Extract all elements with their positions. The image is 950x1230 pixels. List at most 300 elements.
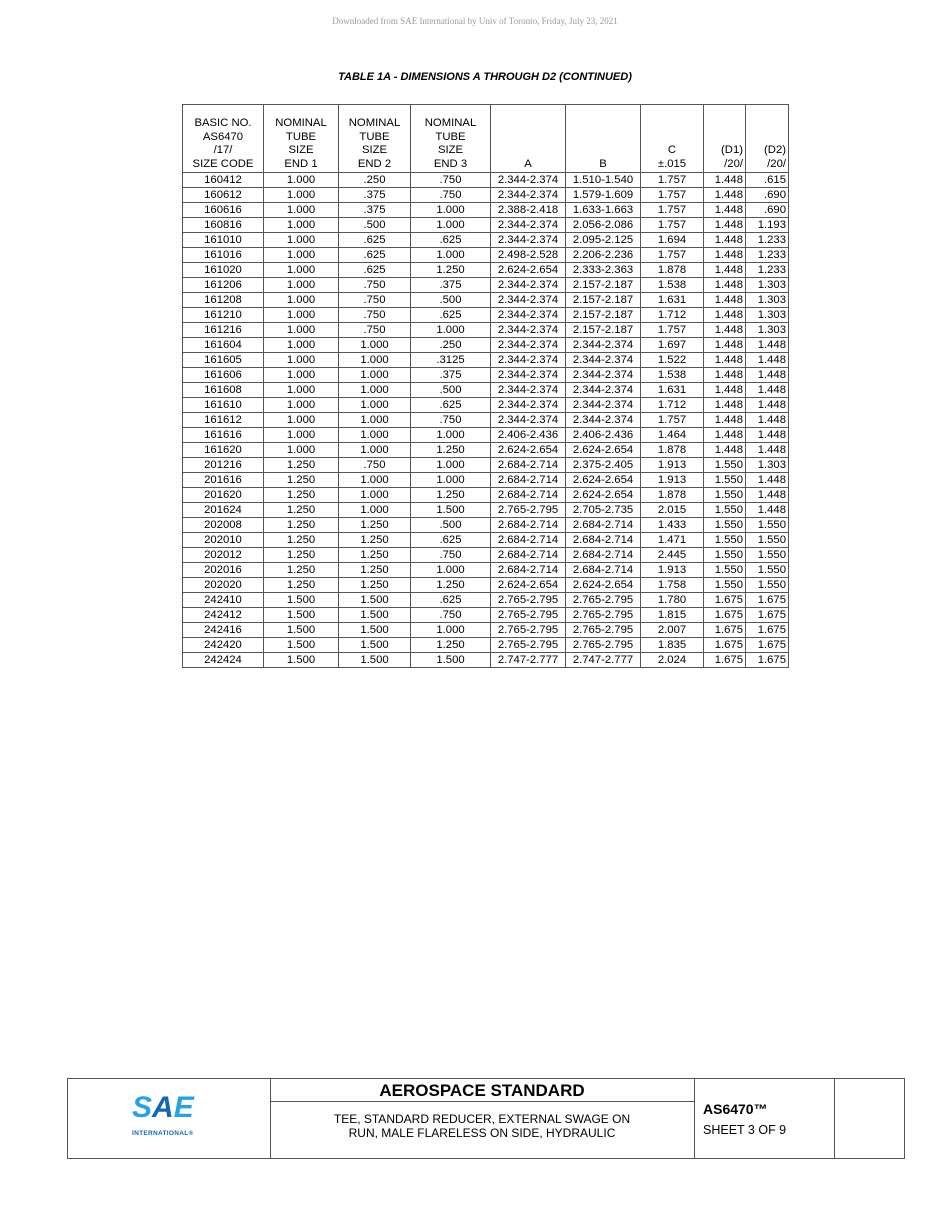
table-cell: .750 bbox=[339, 323, 411, 338]
table-cell: .375 bbox=[339, 203, 411, 218]
table-cell: 1.000 bbox=[264, 353, 339, 368]
table-cell: 1.757 bbox=[641, 203, 704, 218]
table-cell: .625 bbox=[411, 398, 491, 413]
table-cell: 1.550 bbox=[746, 518, 789, 533]
table-cell: 1.303 bbox=[746, 308, 789, 323]
table-cell: 1.250 bbox=[264, 548, 339, 563]
table-cell: 2.344-2.374 bbox=[566, 338, 641, 353]
table-cell: 1.448 bbox=[704, 308, 746, 323]
table-cell: 1.000 bbox=[264, 173, 339, 188]
table-cell: 2.684-2.714 bbox=[566, 518, 641, 533]
table-cell: 1.448 bbox=[704, 203, 746, 218]
table-row bbox=[183, 413, 789, 428]
column-header-line: NOMINAL bbox=[348, 117, 401, 129]
table-cell: 1.000 bbox=[264, 368, 339, 383]
table-cell: 1.448 bbox=[746, 488, 789, 503]
table-row bbox=[183, 278, 789, 293]
table-cell: 1.250 bbox=[411, 578, 491, 593]
dimensions-table bbox=[182, 104, 789, 668]
table-cell: 2.624-2.654 bbox=[491, 443, 566, 458]
table-cell: 1.675 bbox=[704, 593, 746, 608]
column-header-line: SIZE bbox=[437, 144, 464, 156]
table-cell: 2.684-2.714 bbox=[566, 563, 641, 578]
table-cell: 2.375-2.405 bbox=[566, 458, 641, 473]
table-cell: 1.000 bbox=[339, 443, 411, 458]
table-cell: 2.705-2.735 bbox=[566, 503, 641, 518]
table-cell: 1.448 bbox=[704, 428, 746, 443]
table-row bbox=[183, 173, 789, 188]
table-cell: 202012 bbox=[183, 548, 264, 563]
table-cell: 1.448 bbox=[746, 398, 789, 413]
table-cell: 1.000 bbox=[411, 473, 491, 488]
column-header-line: BASIC NO. bbox=[194, 117, 252, 129]
table-cell: 2.765-2.795 bbox=[491, 638, 566, 653]
table-cell: 1.538 bbox=[641, 278, 704, 293]
table-cell: 1.448 bbox=[704, 443, 746, 458]
table-cell: 161016 bbox=[183, 248, 264, 263]
table-cell: 2.445 bbox=[641, 548, 704, 563]
table-cell: .375 bbox=[411, 278, 491, 293]
table-cell: 2.765-2.795 bbox=[491, 608, 566, 623]
table-cell: 242416 bbox=[183, 623, 264, 638]
table-cell: 202010 bbox=[183, 533, 264, 548]
table-cell: .750 bbox=[411, 188, 491, 203]
title-block bbox=[67, 1078, 905, 1159]
table-cell: .625 bbox=[339, 263, 411, 278]
table-cell: 1.675 bbox=[746, 623, 789, 638]
table-cell: 2.765-2.795 bbox=[491, 503, 566, 518]
table-cell: 160816 bbox=[183, 218, 264, 233]
table-cell: 1.913 bbox=[641, 458, 704, 473]
table-cell: 1.000 bbox=[264, 338, 339, 353]
table-cell: 1.250 bbox=[411, 263, 491, 278]
table-row bbox=[183, 638, 789, 653]
table-cell: 2.747-2.777 bbox=[491, 653, 566, 668]
table-cell: .3125 bbox=[411, 353, 491, 368]
table-row bbox=[183, 458, 789, 473]
table-cell: 1.448 bbox=[704, 368, 746, 383]
table-cell: 161612 bbox=[183, 413, 264, 428]
table-cell: .750 bbox=[411, 548, 491, 563]
table-cell: 1.500 bbox=[264, 593, 339, 608]
table-cell: 2.157-2.187 bbox=[566, 278, 641, 293]
column-header-line: TUBE bbox=[359, 130, 390, 143]
table-cell: 2.344-2.374 bbox=[491, 218, 566, 233]
table-cell: 1.500 bbox=[339, 608, 411, 623]
table-cell: 1.550 bbox=[704, 503, 746, 518]
table-cell: 1.913 bbox=[641, 473, 704, 488]
table-cell: 1.000 bbox=[411, 248, 491, 263]
table-cell: 1.675 bbox=[704, 623, 746, 638]
table-cell: 2.624-2.654 bbox=[491, 263, 566, 278]
table-cell: 2.344-2.374 bbox=[491, 323, 566, 338]
table-cell: 1.697 bbox=[641, 338, 704, 353]
table-cell: 1.250 bbox=[264, 518, 339, 533]
column-header-line: SIZE bbox=[361, 144, 388, 156]
table-row bbox=[183, 623, 789, 638]
table-cell: 1.579-1.609 bbox=[566, 188, 641, 203]
table-cell: 2.344-2.374 bbox=[491, 353, 566, 368]
table-cell: 1.780 bbox=[641, 593, 704, 608]
table-cell: 1.233 bbox=[746, 233, 789, 248]
column-header-line: NOMINAL bbox=[275, 117, 327, 129]
table-cell: 1.000 bbox=[264, 293, 339, 308]
table-cell: 161210 bbox=[183, 308, 264, 323]
description-line: TEE, STANDARD REDUCER, EXTERNAL SWAGE ON bbox=[333, 1112, 631, 1126]
table-cell: 2.344-2.374 bbox=[491, 398, 566, 413]
table-cell: 1.631 bbox=[641, 383, 704, 398]
column-header-line: TUBE bbox=[285, 130, 317, 143]
table-cell: 1.757 bbox=[641, 323, 704, 338]
table-cell: 160616 bbox=[183, 203, 264, 218]
table-row bbox=[183, 518, 789, 533]
table-cell: 2.344-2.374 bbox=[491, 368, 566, 383]
table-title: TABLE 1A - DIMENSIONS A THROUGH D2 (CONTINUED) bbox=[338, 71, 632, 83]
table-cell: 1.433 bbox=[641, 518, 704, 533]
table-cell: .625 bbox=[411, 308, 491, 323]
table-cell: 1.233 bbox=[746, 263, 789, 278]
sheet-number: SHEET 3 OF 9 bbox=[703, 1123, 787, 1137]
table-cell: 1.757 bbox=[641, 188, 704, 203]
table-cell: 2.765-2.795 bbox=[566, 623, 641, 638]
table-cell: 1.500 bbox=[339, 638, 411, 653]
table-cell: 1.000 bbox=[339, 383, 411, 398]
table-cell: 161604 bbox=[183, 338, 264, 353]
table-cell: 1.250 bbox=[264, 458, 339, 473]
table-cell: 161208 bbox=[183, 293, 264, 308]
table-row bbox=[183, 593, 789, 608]
table-cell: 2.344-2.374 bbox=[566, 353, 641, 368]
table-cell: 1.000 bbox=[264, 308, 339, 323]
table-cell: .500 bbox=[339, 218, 411, 233]
logo-cell bbox=[68, 1079, 271, 1158]
table-cell: 1.550 bbox=[704, 548, 746, 563]
column-header-line: SIZE bbox=[288, 144, 314, 156]
table-cell: 2.684-2.714 bbox=[491, 458, 566, 473]
table-cell: 1.500 bbox=[264, 653, 339, 668]
table-cell: 1.250 bbox=[339, 518, 411, 533]
table-cell: 2.684-2.714 bbox=[566, 533, 641, 548]
table-cell: 2.765-2.795 bbox=[566, 593, 641, 608]
table-cell: 1.448 bbox=[704, 218, 746, 233]
table-cell: 1.448 bbox=[746, 503, 789, 518]
table-cell: 1.835 bbox=[641, 638, 704, 653]
table-row bbox=[183, 368, 789, 383]
table-cell: 2.684-2.714 bbox=[491, 473, 566, 488]
table-cell: 1.448 bbox=[746, 413, 789, 428]
table-cell: .750 bbox=[339, 293, 411, 308]
table-row bbox=[183, 353, 789, 368]
table-cell: 202020 bbox=[183, 578, 264, 593]
table-cell: 1.448 bbox=[704, 233, 746, 248]
table-cell: 1.000 bbox=[264, 248, 339, 263]
table-cell: 1.250 bbox=[264, 488, 339, 503]
table-cell: 1.913 bbox=[641, 563, 704, 578]
column-header-line: /20/ bbox=[767, 157, 786, 170]
table-cell: 161010 bbox=[183, 233, 264, 248]
table-cell: 2.157-2.187 bbox=[566, 323, 641, 338]
table-cell: 1.538 bbox=[641, 368, 704, 383]
table-cell: 1.550 bbox=[704, 578, 746, 593]
table-cell: .690 bbox=[746, 203, 789, 218]
table-cell: 1.000 bbox=[339, 338, 411, 353]
table-cell: .750 bbox=[411, 608, 491, 623]
table-cell: 1.448 bbox=[704, 398, 746, 413]
table-cell: .625 bbox=[339, 248, 411, 263]
table-row bbox=[183, 428, 789, 443]
table-cell: 2.015 bbox=[641, 503, 704, 518]
download-watermark: Downloaded from SAE International by Univ of Toronto, Friday, July 23, 2021 bbox=[332, 16, 618, 26]
table-row bbox=[183, 533, 789, 548]
table-cell: 2.406-2.436 bbox=[491, 428, 566, 443]
table-cell: 1.000 bbox=[411, 203, 491, 218]
column-header bbox=[704, 105, 746, 173]
table-cell: 1.000 bbox=[339, 368, 411, 383]
table-cell: 1.448 bbox=[746, 443, 789, 458]
table-cell: 1.000 bbox=[339, 353, 411, 368]
table-cell: 1.250 bbox=[264, 533, 339, 548]
description-line: RUN, MALE FLARELESS ON SIDE, HYDRAULIC bbox=[348, 1126, 616, 1140]
table-cell: 1.000 bbox=[411, 458, 491, 473]
table-cell: 1.448 bbox=[704, 293, 746, 308]
table-cell: 2.406-2.436 bbox=[566, 428, 641, 443]
table-cell: 161620 bbox=[183, 443, 264, 458]
table-cell: 2.344-2.374 bbox=[491, 308, 566, 323]
table-row bbox=[183, 653, 789, 668]
sae-logo-subtitle: INTERNATIONAL® bbox=[132, 1130, 194, 1137]
column-header-line: END 2 bbox=[357, 157, 392, 170]
table-cell: 1.550 bbox=[704, 473, 746, 488]
table-cell: 1.675 bbox=[746, 593, 789, 608]
table-cell: 1.757 bbox=[641, 248, 704, 263]
table-cell: 242420 bbox=[183, 638, 264, 653]
table-cell: 201216 bbox=[183, 458, 264, 473]
table-row bbox=[183, 443, 789, 458]
table-cell: 1.250 bbox=[339, 548, 411, 563]
column-header-line: ±.015 bbox=[657, 157, 687, 170]
table-cell: 1.000 bbox=[411, 563, 491, 578]
table-cell: 1.000 bbox=[339, 503, 411, 518]
table-row bbox=[183, 203, 789, 218]
table-cell: 1.675 bbox=[746, 608, 789, 623]
table-cell: 242424 bbox=[183, 653, 264, 668]
table-header-row bbox=[183, 105, 789, 173]
table-row bbox=[183, 488, 789, 503]
table-cell: 2.765-2.795 bbox=[491, 623, 566, 638]
table-cell: 1.448 bbox=[704, 278, 746, 293]
table-cell: 1.448 bbox=[704, 383, 746, 398]
table-cell: 1.233 bbox=[746, 248, 789, 263]
table-cell: 161608 bbox=[183, 383, 264, 398]
table-cell: 2.157-2.187 bbox=[566, 293, 641, 308]
table-cell: 1.000 bbox=[264, 398, 339, 413]
table-cell: 1.500 bbox=[339, 653, 411, 668]
table-cell: 1.550 bbox=[704, 533, 746, 548]
table-cell: 1.000 bbox=[264, 428, 339, 443]
table-cell: 1.000 bbox=[411, 323, 491, 338]
column-header-line: NOMINAL bbox=[424, 117, 477, 129]
doc-cell bbox=[694, 1079, 835, 1158]
table-cell: 1.000 bbox=[411, 623, 491, 638]
table-cell: 1.448 bbox=[746, 428, 789, 443]
table-cell: 1.675 bbox=[704, 653, 746, 668]
column-header-line: (D1) bbox=[721, 144, 743, 156]
table-cell: 1.000 bbox=[264, 203, 339, 218]
table-cell: 1.448 bbox=[746, 383, 789, 398]
table-cell: 2.388-2.418 bbox=[491, 203, 566, 218]
sae-logo-mark: SAE bbox=[132, 1091, 194, 1124]
document-number: AS6470™ bbox=[703, 1101, 768, 1117]
column-header bbox=[746, 105, 789, 173]
table-cell: 2.206-2.236 bbox=[566, 248, 641, 263]
table-cell: 1.000 bbox=[264, 323, 339, 338]
table-cell: .625 bbox=[411, 533, 491, 548]
table-cell: 1.550 bbox=[704, 458, 746, 473]
table-cell: 1.550 bbox=[746, 578, 789, 593]
sae-logo bbox=[132, 1089, 212, 1138]
table-cell: 1.000 bbox=[264, 233, 339, 248]
column-header-line: A bbox=[524, 157, 532, 170]
table-cell: 2.624-2.654 bbox=[566, 578, 641, 593]
table-cell: 1.500 bbox=[264, 608, 339, 623]
table-row bbox=[183, 608, 789, 623]
table-cell: .750 bbox=[339, 308, 411, 323]
table-cell: 1.712 bbox=[641, 308, 704, 323]
table-cell: 2.684-2.714 bbox=[566, 548, 641, 563]
column-header bbox=[641, 105, 704, 173]
table-cell: 2.344-2.374 bbox=[566, 413, 641, 428]
table-row bbox=[183, 503, 789, 518]
table-cell: 1.500 bbox=[264, 623, 339, 638]
table-cell: 1.631 bbox=[641, 293, 704, 308]
table-cell: 1.878 bbox=[641, 488, 704, 503]
table-cell: 1.193 bbox=[746, 218, 789, 233]
table-cell: 2.344-2.374 bbox=[491, 338, 566, 353]
table-cell: 2.747-2.777 bbox=[566, 653, 641, 668]
table-cell: 1.250 bbox=[411, 638, 491, 653]
table-cell: 160612 bbox=[183, 188, 264, 203]
table-cell: 2.344-2.374 bbox=[566, 383, 641, 398]
table-cell: 1.250 bbox=[264, 473, 339, 488]
table-cell: 201616 bbox=[183, 473, 264, 488]
table-cell: 1.758 bbox=[641, 578, 704, 593]
table-cell: 2.344-2.374 bbox=[566, 398, 641, 413]
table-cell: 1.712 bbox=[641, 398, 704, 413]
table-cell: 1.000 bbox=[264, 263, 339, 278]
table-cell: 2.344-2.374 bbox=[491, 383, 566, 398]
table-row bbox=[183, 263, 789, 278]
table-row bbox=[183, 323, 789, 338]
table-cell: 2.684-2.714 bbox=[491, 563, 566, 578]
table-cell: 1.000 bbox=[339, 398, 411, 413]
column-header-line: C bbox=[667, 144, 677, 156]
table-cell: 1.550 bbox=[704, 488, 746, 503]
table-cell: .750 bbox=[339, 458, 411, 473]
table-cell: 1.250 bbox=[264, 563, 339, 578]
table-cell: 2.333-2.363 bbox=[566, 263, 641, 278]
table-cell: 2.344-2.374 bbox=[491, 188, 566, 203]
table-cell: 1.448 bbox=[704, 353, 746, 368]
table-cell: 2.684-2.714 bbox=[491, 533, 566, 548]
column-header-line: (D2) bbox=[764, 144, 786, 156]
table-cell: 2.344-2.374 bbox=[491, 293, 566, 308]
table-cell: 202008 bbox=[183, 518, 264, 533]
table-row bbox=[183, 578, 789, 593]
table-cell: 1.000 bbox=[339, 413, 411, 428]
table-cell: 161020 bbox=[183, 263, 264, 278]
table-cell: .625 bbox=[339, 233, 411, 248]
table-cell: 2.344-2.374 bbox=[491, 413, 566, 428]
table-cell: 1.448 bbox=[704, 188, 746, 203]
table-cell: 1.550 bbox=[746, 563, 789, 578]
table-cell: 1.464 bbox=[641, 428, 704, 443]
column-header bbox=[491, 105, 566, 173]
table-cell: 1.500 bbox=[339, 593, 411, 608]
table-cell: 1.878 bbox=[641, 443, 704, 458]
table-cell: 1.757 bbox=[641, 218, 704, 233]
column-header-line: SIZE CODE bbox=[192, 157, 254, 170]
table-cell: 2.344-2.374 bbox=[491, 278, 566, 293]
table-row bbox=[183, 338, 789, 353]
table-cell: 2.765-2.795 bbox=[491, 593, 566, 608]
table-cell: 1.448 bbox=[704, 248, 746, 263]
table-cell: .250 bbox=[339, 173, 411, 188]
table-row bbox=[183, 248, 789, 263]
table-cell: 1.510-1.540 bbox=[566, 173, 641, 188]
table-cell: 2.765-2.795 bbox=[566, 638, 641, 653]
table-cell: 1.694 bbox=[641, 233, 704, 248]
table-cell: .625 bbox=[411, 233, 491, 248]
table-cell: 1.250 bbox=[264, 503, 339, 518]
table-cell: 1.675 bbox=[746, 653, 789, 668]
table-cell: 1.550 bbox=[704, 518, 746, 533]
table-cell: 1.448 bbox=[704, 263, 746, 278]
table-cell: .375 bbox=[411, 368, 491, 383]
table-cell: 1.000 bbox=[264, 188, 339, 203]
table-cell: 1.500 bbox=[264, 638, 339, 653]
table-cell: 161206 bbox=[183, 278, 264, 293]
table-cell: 2.684-2.714 bbox=[491, 488, 566, 503]
table-cell: .750 bbox=[339, 278, 411, 293]
table-cell: 1.000 bbox=[264, 443, 339, 458]
column-header-line: /17/ bbox=[213, 144, 233, 156]
table-cell: 2.024 bbox=[641, 653, 704, 668]
table-cell: 1.250 bbox=[339, 533, 411, 548]
table-cell: 2.498-2.528 bbox=[491, 248, 566, 263]
table-cell: 2.624-2.654 bbox=[566, 443, 641, 458]
column-header-line: END 1 bbox=[284, 157, 318, 170]
table-cell: 1.500 bbox=[411, 653, 491, 668]
table-cell: 201620 bbox=[183, 488, 264, 503]
table-cell: 1.448 bbox=[704, 413, 746, 428]
table-cell: 1.550 bbox=[746, 533, 789, 548]
table-cell: 1.757 bbox=[641, 173, 704, 188]
table-cell: 1.000 bbox=[264, 413, 339, 428]
table-cell: 161616 bbox=[183, 428, 264, 443]
table-cell: 202016 bbox=[183, 563, 264, 578]
table-cell: 1.878 bbox=[641, 263, 704, 278]
table-row bbox=[183, 218, 789, 233]
table-cell: 1.303 bbox=[746, 278, 789, 293]
column-header-line: /20/ bbox=[724, 157, 743, 170]
table-cell: 2.684-2.714 bbox=[491, 548, 566, 563]
table-cell: 2.157-2.187 bbox=[566, 308, 641, 323]
table-cell: 1.303 bbox=[746, 323, 789, 338]
table-row bbox=[183, 563, 789, 578]
table-cell: 2.624-2.654 bbox=[566, 473, 641, 488]
table-row bbox=[183, 398, 789, 413]
table-cell: 1.000 bbox=[264, 218, 339, 233]
